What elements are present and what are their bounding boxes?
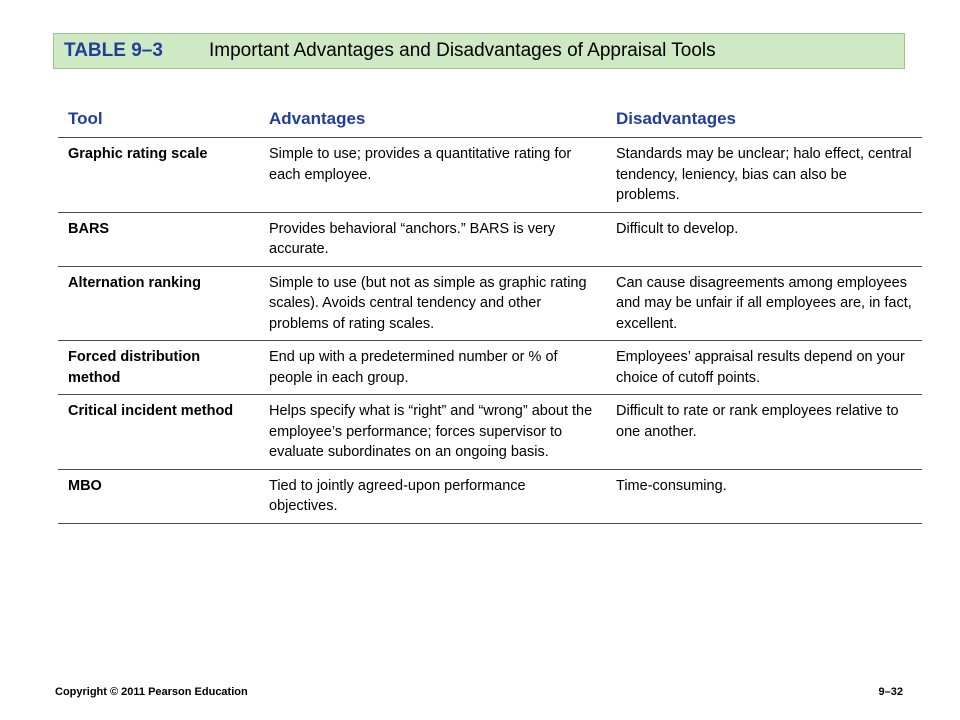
- appraisal-tools-table: [58, 103, 922, 524]
- table-row: [58, 138, 922, 213]
- header-disadvantages: Disadvantages: [606, 103, 922, 138]
- tool-cell: Alternation ranking: [58, 266, 259, 341]
- disadvantages-cell: Difficult to develop.: [606, 212, 922, 266]
- table-row: [58, 395, 922, 470]
- table-row: [58, 266, 922, 341]
- title-banner: [53, 33, 905, 69]
- advantages-cell: Helps specify what is “right” and “wrong” about the employee’s performance; forces supervisor to evaluate subordinates on an ongoing basis.: [259, 395, 606, 470]
- advantages-cell: Simple to use; provides a quantitative rating for each employee.: [259, 138, 606, 213]
- tool-cell: MBO: [58, 469, 259, 523]
- tool-cell: BARS: [58, 212, 259, 266]
- table-title: Important Advantages and Disadvantages of Appraisal Tools: [209, 40, 716, 61]
- page-number: 9–32: [878, 686, 903, 698]
- copyright-notice: Copyright © 2011 Pearson Education: [55, 686, 248, 698]
- table-number: TABLE 9–3: [64, 40, 163, 61]
- tool-cell: Critical incident method: [58, 395, 259, 470]
- disadvantages-cell: Standards may be unclear; halo effect, central tendency, leniency, bias can also be problems.: [606, 138, 922, 213]
- advantages-cell: End up with a predetermined number or % of people in each group.: [259, 341, 606, 395]
- header-advantages: Advantages: [259, 103, 606, 138]
- advantages-cell: Provides behavioral “anchors.” BARS is very accurate.: [259, 212, 606, 266]
- disadvantages-cell: Employees’ appraisal results depend on your choice of cutoff points.: [606, 341, 922, 395]
- disadvantages-cell: Can cause disagreements among employees and may be unfair if all employees are, in fact, excellent.: [606, 266, 922, 341]
- tool-cell: Forced distribution method: [58, 341, 259, 395]
- table-row: [58, 469, 922, 523]
- disadvantages-cell: Difficult to rate or rank employees relative to one another.: [606, 395, 922, 470]
- advantages-cell: Simple to use (but not as simple as graphic rating scales). Avoids central tendency and other problems of rating scales.: [259, 266, 606, 341]
- tool-cell: Graphic rating scale: [58, 138, 259, 213]
- table-row: [58, 212, 922, 266]
- table-header-row: [58, 103, 922, 138]
- disadvantages-cell: Time-consuming.: [606, 469, 922, 523]
- header-tool: Tool: [58, 103, 259, 138]
- table-row: [58, 341, 922, 395]
- advantages-cell: Tied to jointly agreed-upon performance objectives.: [259, 469, 606, 523]
